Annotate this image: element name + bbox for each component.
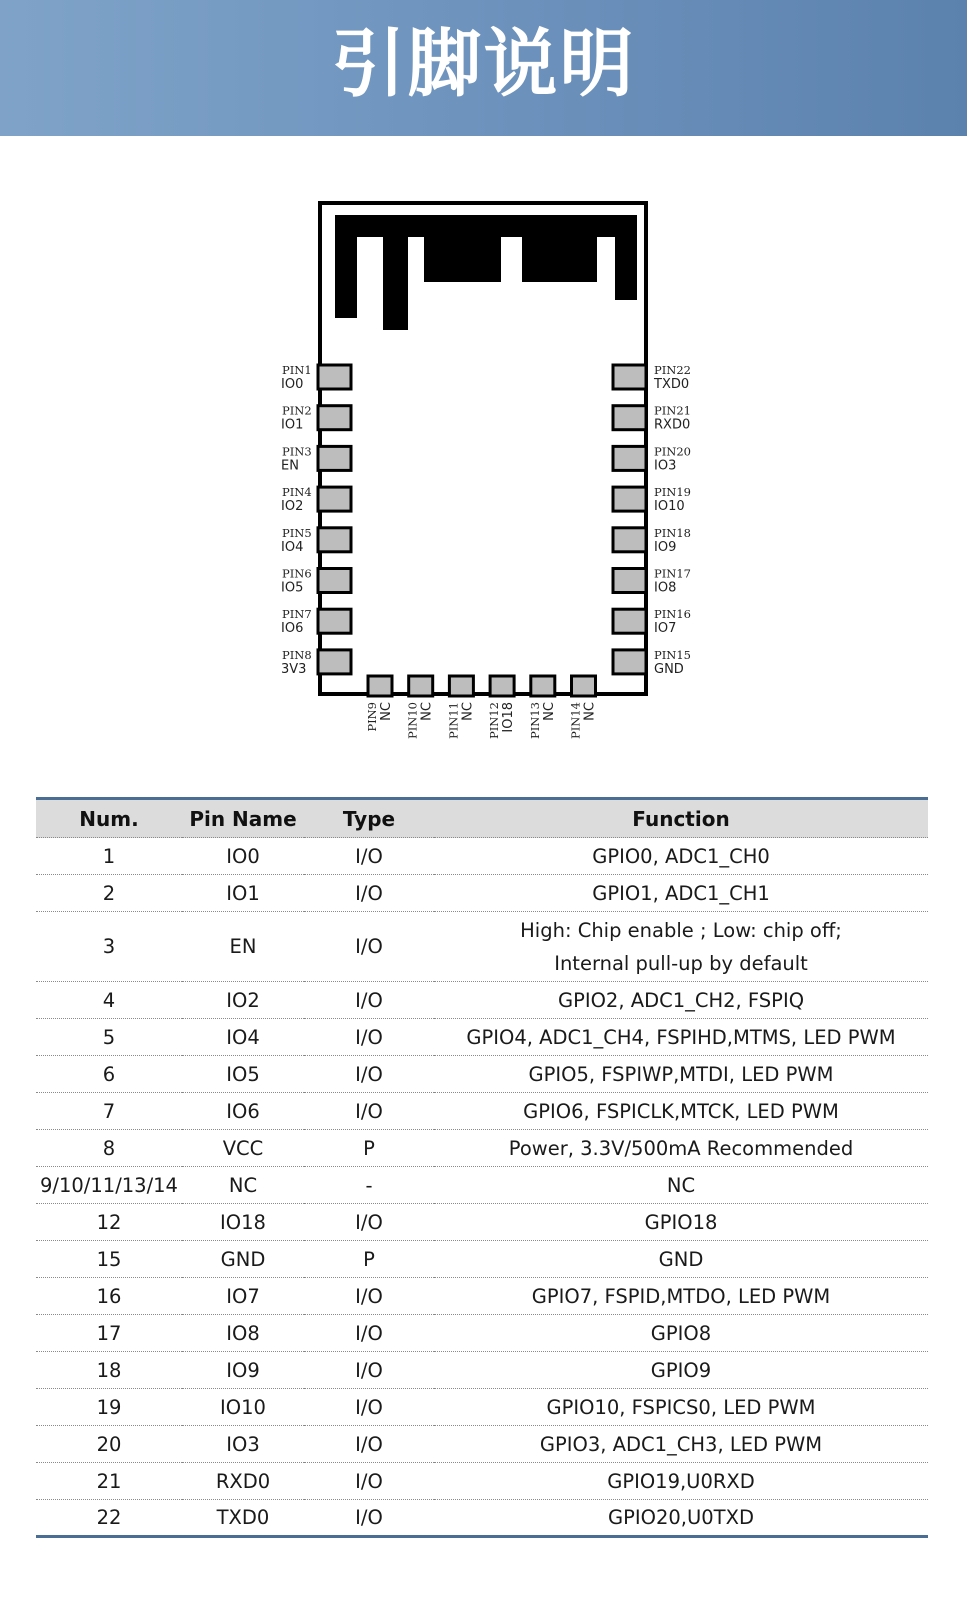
pin-name-label: NC [460, 702, 476, 721]
pin-number-label: PIN13 [527, 702, 542, 739]
cell-type: I/O [304, 1463, 434, 1500]
table-row [36, 1315, 928, 1352]
cell-num: 20 [36, 1426, 182, 1463]
cell-name: IO3 [182, 1426, 304, 1463]
module-pinout-diagram [0, 190, 967, 750]
pin-pad [613, 406, 646, 430]
table-row [36, 1093, 928, 1130]
cell-function: GPIO8 [434, 1315, 928, 1352]
cell-function: GPIO4, ADC1_CH4, FSPIHD,MTMS, LED PWM [434, 1019, 928, 1056]
pin-name-label: NC [419, 702, 435, 721]
pin-name-label: IO1 [281, 417, 304, 433]
function-line-2: Internal pull-up by default [554, 951, 808, 975]
cell-type: I/O [304, 875, 434, 912]
table-row [36, 1278, 928, 1315]
pin-pad [613, 609, 646, 633]
title-banner [0, 0, 967, 136]
cell-function: GPIO20,U0TXD [434, 1500, 928, 1537]
cell-name: EN [182, 912, 304, 982]
table-row [36, 1167, 928, 1204]
cell-num: 9/10/11/13/14 [36, 1167, 182, 1204]
pin-name-label: IO7 [654, 621, 677, 637]
cell-type: P [304, 1241, 434, 1278]
pin-number-label: PIN19 [654, 485, 691, 500]
cell-num: 21 [36, 1463, 182, 1500]
pin-number-label: PIN18 [654, 525, 691, 540]
cell-type: I/O [304, 1019, 434, 1056]
pin-number-label: PIN9 [365, 702, 379, 732]
cell-type: I/O [304, 838, 434, 875]
pin-name-label: IO9 [654, 539, 677, 555]
cell-num: 6 [36, 1056, 182, 1093]
header-function: Function [434, 799, 928, 838]
pin-name-label: TXD0 [654, 377, 690, 392]
cell-num: 17 [36, 1315, 182, 1352]
cell-name: IO2 [182, 982, 304, 1019]
cell-function [434, 912, 928, 982]
pin-name-label: IO2 [281, 499, 304, 515]
pin-number-label: PIN22 [654, 363, 691, 377]
pin-number-label: PIN12 [487, 702, 502, 739]
cell-name: IO8 [182, 1315, 304, 1352]
pin-pad [409, 676, 433, 696]
pin-pad [613, 650, 646, 674]
cell-type: I/O [304, 912, 434, 982]
pin-number-label: PIN14 [568, 702, 583, 739]
pin-number-label: PIN20 [654, 444, 691, 459]
cell-num: 2 [36, 875, 182, 912]
pin-name-label: GND [654, 661, 684, 677]
cell-type: I/O [304, 982, 434, 1019]
pin-number-label: PIN2 [282, 403, 312, 418]
cell-name: IO4 [182, 1019, 304, 1056]
cell-type: I/O [304, 1278, 434, 1315]
cell-name: IO0 [182, 838, 304, 875]
header-pin-name: Pin Name [182, 799, 304, 838]
pin-pad [490, 676, 514, 696]
cell-num: 19 [36, 1389, 182, 1426]
pin-pad [318, 650, 351, 674]
pin-pad [318, 365, 351, 389]
cell-function: NC [434, 1167, 928, 1204]
pin-pad [318, 446, 351, 470]
pin-pad [572, 676, 596, 696]
cell-num: 22 [36, 1500, 182, 1537]
pin-name-label: NC [379, 702, 394, 721]
table-row [36, 1463, 928, 1500]
pin-pad [531, 676, 555, 696]
cell-num: 5 [36, 1019, 182, 1056]
cell-type: I/O [304, 1204, 434, 1241]
header-type: Type [304, 799, 434, 838]
cell-num: 16 [36, 1278, 182, 1315]
pin-pad [318, 487, 351, 511]
pin-number-label: PIN8 [282, 647, 312, 662]
cell-num: 1 [36, 838, 182, 875]
pin-number-label: PIN15 [654, 647, 691, 662]
pin-name-label: IO10 [654, 499, 685, 515]
cell-name: IO5 [182, 1056, 304, 1093]
table-header-row [36, 799, 928, 838]
cell-function: Power, 3.3V/500mA Recommended [434, 1130, 928, 1167]
pin-number-label: PIN4 [282, 485, 312, 500]
table-row [36, 1056, 928, 1093]
cell-function: GPIO2, ADC1_CH2, FSPIQ [434, 982, 928, 1019]
pin-name-label: IO18 [501, 702, 517, 733]
pin-number-label: PIN16 [654, 607, 691, 622]
table-row [36, 1500, 928, 1537]
cell-name: IO9 [182, 1352, 304, 1389]
pin-number-label: PIN1 [282, 363, 312, 377]
pin-number-label: PIN17 [654, 566, 691, 581]
table-row [36, 1019, 928, 1056]
pin-name-label: IO6 [281, 621, 304, 637]
cell-num: 3 [36, 912, 182, 982]
pin-number-label: PIN3 [282, 444, 312, 459]
cell-type: I/O [304, 1093, 434, 1130]
page-title: 引脚说明 [331, 21, 636, 107]
pin-name-label: EN [281, 458, 299, 474]
cell-function: GPIO19,U0RXD [434, 1463, 928, 1500]
table-row [36, 1204, 928, 1241]
cell-type: I/O [304, 1315, 434, 1352]
table-row [36, 1389, 928, 1426]
cell-name: VCC [182, 1130, 304, 1167]
pin-pad [318, 569, 351, 593]
pin-pad [449, 676, 473, 696]
table-row [36, 1426, 928, 1463]
cell-name: GND [182, 1241, 304, 1278]
pin-table [36, 797, 928, 1538]
table-row [36, 875, 928, 912]
cell-name: IO6 [182, 1093, 304, 1130]
header-num: Num. [36, 799, 182, 838]
pin-name-label: NC [582, 702, 598, 721]
pin-pad [613, 569, 646, 593]
pin-number-label: PIN6 [282, 566, 312, 581]
pin-name-label: IO5 [281, 580, 304, 596]
cell-type: P [304, 1130, 434, 1167]
pin-pad [613, 446, 646, 470]
pin-name-label: 3V3 [281, 661, 307, 677]
table-row [36, 1130, 928, 1167]
pin-name-label: IO3 [654, 458, 677, 474]
pin-pad [318, 609, 351, 633]
cell-type: I/O [304, 1426, 434, 1463]
cell-type: I/O [304, 1056, 434, 1093]
pin-pad [368, 676, 392, 696]
cell-type: I/O [304, 1389, 434, 1426]
cell-name: RXD0 [182, 1463, 304, 1500]
pin-name-label: IO0 [281, 377, 304, 392]
pin-pad [318, 528, 351, 552]
cell-num: 7 [36, 1093, 182, 1130]
pin-number-label: PIN11 [446, 702, 461, 739]
pin-name-label: NC [541, 702, 557, 721]
pin-name-label: RXD0 [654, 417, 691, 433]
table-row [36, 1241, 928, 1278]
cell-name: IO18 [182, 1204, 304, 1241]
table-row [36, 1352, 928, 1389]
cell-num: 15 [36, 1241, 182, 1278]
cell-function: GPIO5, FSPIWP,MTDI, LED PWM [434, 1056, 928, 1093]
cell-type: I/O [304, 1500, 434, 1537]
table-row [36, 838, 928, 875]
pin-number-label: PIN5 [282, 525, 312, 540]
cell-name: IO1 [182, 875, 304, 912]
cell-num: 12 [36, 1204, 182, 1241]
cell-name: TXD0 [182, 1500, 304, 1537]
cell-function: GPIO10, FSPICS0, LED PWM [434, 1389, 928, 1426]
cell-function: GPIO0, ADC1_CH0 [434, 838, 928, 875]
pin-name-label: IO8 [654, 580, 677, 596]
cell-name: NC [182, 1167, 304, 1204]
cell-function: GPIO9 [434, 1352, 928, 1389]
cell-function: GPIO1, ADC1_CH1 [434, 875, 928, 912]
table-row [36, 982, 928, 1019]
function-line-1: High: Chip enable ; Low: chip off; [520, 918, 842, 942]
pin-name-label: IO4 [281, 539, 304, 555]
pin-number-label: PIN7 [282, 607, 312, 622]
cell-num: 18 [36, 1352, 182, 1389]
cell-name: IO10 [182, 1389, 304, 1426]
pin-pad [613, 528, 646, 552]
table-row [36, 912, 928, 982]
cell-num: 4 [36, 982, 182, 1019]
pin-pad [613, 487, 646, 511]
pin-number-label: PIN21 [654, 403, 691, 418]
pin-pad [613, 365, 646, 389]
pin-pad [318, 406, 351, 430]
cell-num: 8 [36, 1130, 182, 1167]
cell-type: I/O [304, 1352, 434, 1389]
pin-number-label: PIN10 [405, 702, 420, 739]
cell-function: GPIO6, FSPICLK,MTCK, LED PWM [434, 1093, 928, 1130]
cell-function: GPIO18 [434, 1204, 928, 1241]
cell-function: GPIO3, ADC1_CH3, LED PWM [434, 1426, 928, 1463]
cell-function: GND [434, 1241, 928, 1278]
cell-name: IO7 [182, 1278, 304, 1315]
cell-type: - [304, 1167, 434, 1204]
cell-function: GPIO7, FSPID,MTDO, LED PWM [434, 1278, 928, 1315]
